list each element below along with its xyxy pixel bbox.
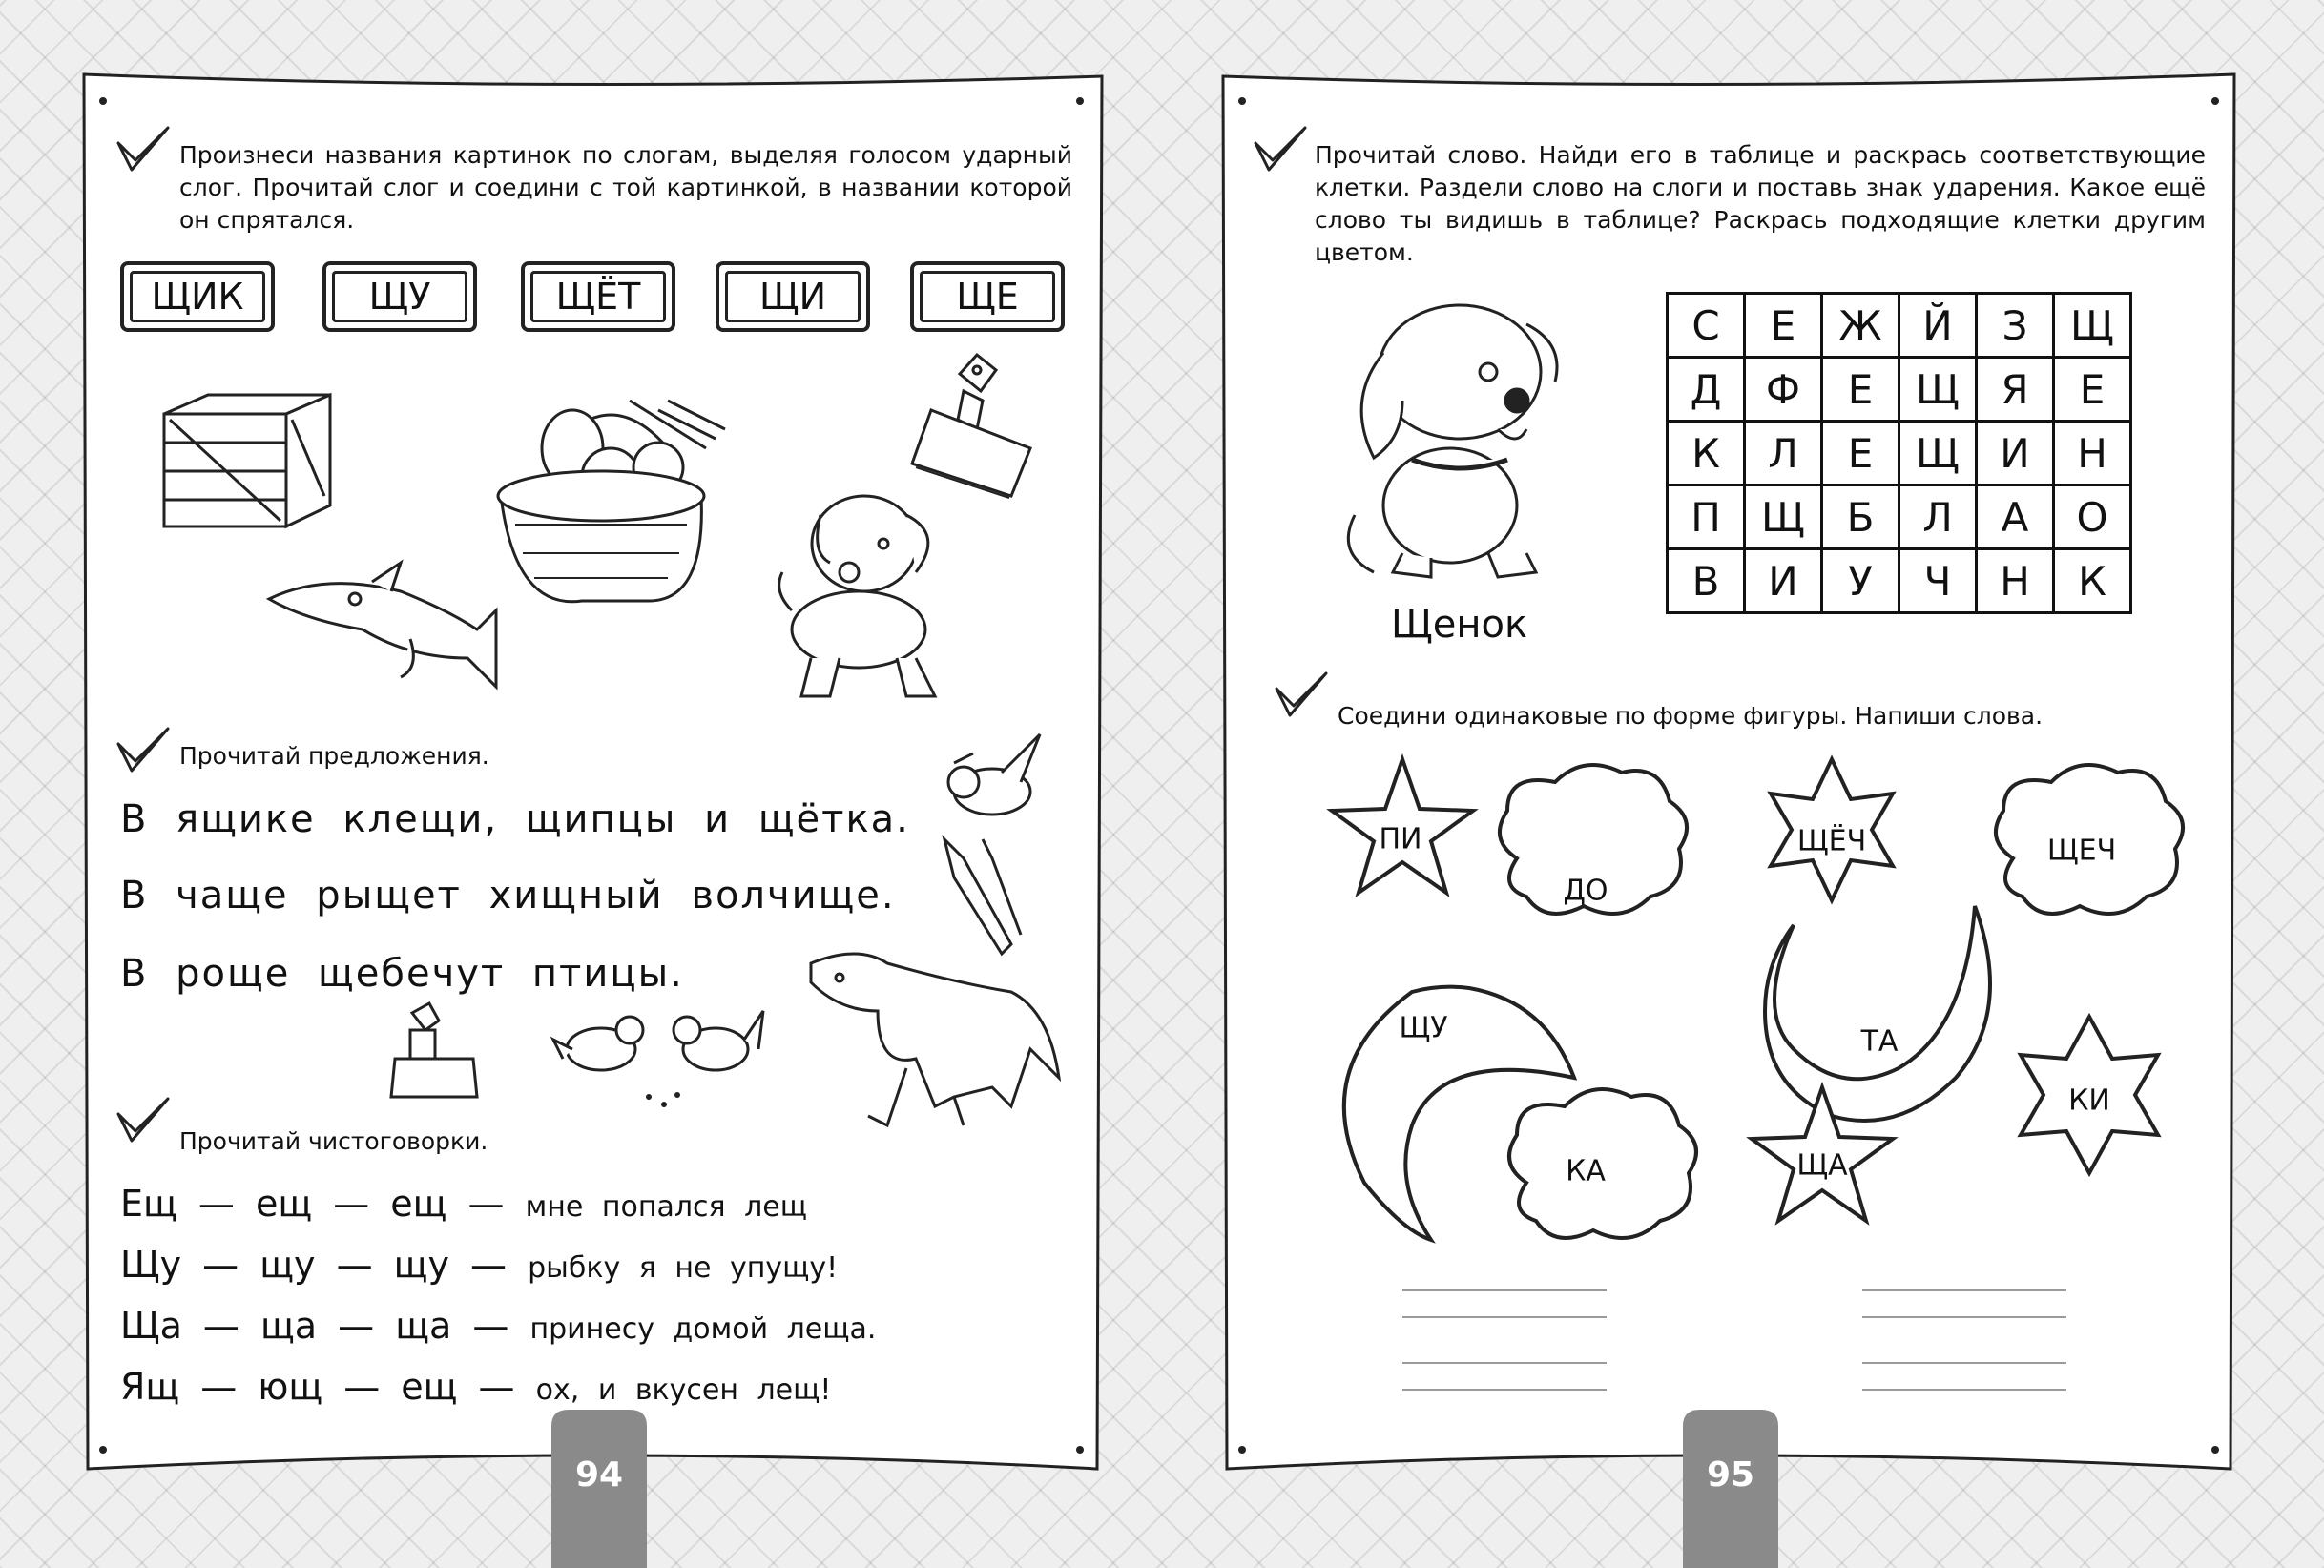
writing-line[interactable]: [1402, 1389, 1607, 1391]
shape-label: ЩЕЧ: [2046, 834, 2117, 868]
grid-cell[interactable]: И: [1977, 422, 2054, 485]
syllable-box: [521, 261, 675, 332]
writing-line[interactable]: [1862, 1316, 2066, 1318]
shape-label: КА: [1566, 1154, 1606, 1188]
instruction-word-search: Прочитай слово. Найди его в таблице и раскрась соответствующие клетки. Раздели слово на слоги и поставь знак ударения. Какое ещё слово ты видишь в таблице? Раскрась подходящие клетки другим цветом.: [1315, 141, 2206, 266]
grid-cell[interactable]: К: [2054, 549, 2131, 613]
instruction-shapes: Соедини одинаковые по форме фигуры. Напиши слова.: [1338, 702, 2044, 730]
syllable-box: [910, 261, 1065, 332]
syllable-box: [716, 261, 870, 332]
shape-label: ЩУ: [1399, 1011, 1448, 1045]
grid-cell[interactable]: З: [1977, 294, 2054, 358]
grid-cell[interactable]: Б: [1822, 485, 1899, 549]
grid-cell[interactable]: Н: [2054, 422, 2131, 485]
tongue-twister-rest: ох, и вкусен лещ!: [535, 1373, 832, 1407]
letter-grid: [1666, 292, 2132, 614]
shape-label: КИ: [2068, 1083, 2110, 1118]
tongue-twister-rest: мне попался лещ: [525, 1190, 807, 1224]
grid-cell[interactable]: В: [1668, 549, 1745, 613]
writing-line[interactable]: [1402, 1289, 1607, 1291]
grid-cell[interactable]: Е: [2054, 358, 2131, 422]
grid-cell[interactable]: У: [1822, 549, 1899, 613]
page-number: 94: [574, 1455, 624, 1495]
grid-cell[interactable]: Щ: [1899, 422, 1977, 485]
grid-cell[interactable]: Ж: [1822, 294, 1899, 358]
syllable-label: ЩЕ: [956, 276, 1019, 318]
grid-cell[interactable]: Л: [1899, 485, 1977, 549]
syllable-label: ЩЁТ: [555, 276, 641, 318]
tongue-twister-line: [120, 1366, 831, 1408]
shape-label: ПИ: [1379, 822, 1422, 856]
grid-cell[interactable]: Щ: [1745, 485, 1822, 549]
syllable-box: [120, 261, 275, 332]
syllable-box: [322, 261, 477, 332]
tongue-twister-line: [120, 1244, 838, 1286]
syllable-label: ЩИК: [151, 276, 244, 318]
grid-cell[interactable]: Л: [1745, 422, 1822, 485]
grid-cell[interactable]: Ф: [1745, 358, 1822, 422]
tongue-twister-lead: Ещ — ещ — ещ —: [120, 1183, 505, 1225]
writing-line[interactable]: [1402, 1362, 1607, 1364]
writing-line[interactable]: [1862, 1289, 2066, 1291]
grid-cell[interactable]: К: [1668, 422, 1745, 485]
grid-cell[interactable]: С: [1668, 294, 1745, 358]
shape-label: ЩЁЧ: [1796, 824, 1867, 858]
tongue-twister-rest: рыбку я не упущу!: [528, 1251, 839, 1285]
grid-cell[interactable]: П: [1668, 485, 1745, 549]
grid-cell[interactable]: Н: [1977, 549, 2054, 613]
syllable-label: ЩУ: [368, 276, 431, 318]
tongue-twister-rest: принесу домой леща.: [529, 1312, 877, 1346]
instruction-sentences: Прочитай предложения.: [179, 742, 489, 770]
shape-label: ЩА: [1796, 1148, 1848, 1183]
sentence-line: В роще щебечут птицы.: [120, 952, 684, 996]
page-number: 95: [1706, 1455, 1755, 1495]
grid-cell[interactable]: Ч: [1899, 549, 1977, 613]
tongue-twister-lead: Щу — щу — щу —: [120, 1244, 508, 1286]
grid-cell[interactable]: Е: [1745, 294, 1822, 358]
grid-cell[interactable]: Е: [1822, 422, 1899, 485]
grid-cell[interactable]: Щ: [2054, 294, 2131, 358]
instruction-syllables: Произнеси названия картинок по слогам, выделяя голосом ударный слог. Прочитай слог и соедини с той картинкой, в названии которой он спрятался.: [179, 141, 1072, 234]
tongue-twister-lead: Ящ — ющ — ещ —: [120, 1366, 515, 1408]
grid-cell[interactable]: Д: [1668, 358, 1745, 422]
shape-label: ТА: [1860, 1024, 1899, 1059]
writing-line[interactable]: [1862, 1389, 2066, 1391]
grid-cell[interactable]: А: [1977, 485, 2054, 549]
sentence-line: В чаще рыщет хищный волчище.: [120, 874, 896, 918]
grid-cell[interactable]: Я: [1977, 358, 2054, 422]
writing-line[interactable]: [1402, 1316, 1607, 1318]
tongue-twister-lead: Ща — ща — ща —: [120, 1305, 509, 1347]
puppy-word-label: Щенок: [1391, 603, 1528, 647]
tongue-twister-line: [120, 1305, 876, 1347]
grid-cell[interactable]: О: [2054, 485, 2131, 549]
grid-cell[interactable]: Щ: [1899, 358, 1977, 422]
shape-label: ДО: [1563, 874, 1608, 908]
syllable-label: ЩИ: [759, 276, 826, 318]
grid-cell[interactable]: Е: [1822, 358, 1899, 422]
crate-icon: [164, 395, 330, 526]
sentence-line: В ящике клещи, щипцы и щётка.: [120, 797, 910, 841]
instruction-tongue-twisters: Прочитай чистоговорки.: [179, 1127, 488, 1155]
grid-cell[interactable]: И: [1745, 549, 1822, 613]
tongue-twister-line: [120, 1183, 807, 1225]
grid-cell[interactable]: Й: [1899, 294, 1977, 358]
writing-line[interactable]: [1862, 1362, 2066, 1364]
